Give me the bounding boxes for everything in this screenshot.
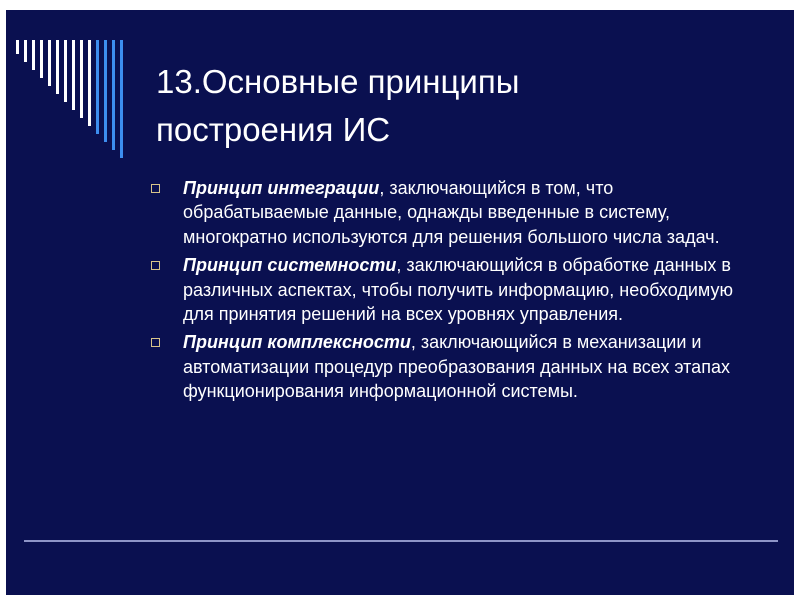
stripe [72,40,75,110]
slide-background [6,10,794,595]
bullet-text: , заключающийся в механизации и автоматизации процедур преобразования данных на всех этапах функционирования информационной системы. [183,332,730,402]
stripe [24,40,27,62]
slide-title-line-1: 13.Основные принципы [156,63,520,100]
bullet-list [150,176,750,408]
hollow-square-icon [151,338,160,347]
bullet-text: , заключающийся в обработке данных в различных аспектах, чтобы получить информацию, необходимую для принятия решений на всех уровнях управления. [183,255,733,325]
bullet-item-integration [150,176,750,249]
vertical-stripes-ornament [6,10,136,170]
bullet-item-complexity [150,330,750,403]
bullet-text: , заключающийся в том, что обрабатываемые данные, однажды введенные в систему, многократно используются для решения большого числа задач. [183,178,720,247]
stripe [88,40,91,126]
bullet-item-systemness [150,253,750,326]
stripe [56,40,59,94]
stripe [32,40,35,70]
stripe [112,40,115,150]
hollow-square-icon [151,261,160,270]
slide-title-line-2: построения ИС [156,111,391,148]
bullet-term: Принцип системности [183,255,397,276]
bullet-term: Принцип комплексности [183,332,411,353]
stripe [80,40,83,118]
bullet-term: Принцип интеграции [183,178,380,198]
stripe [96,40,99,134]
stripe [104,40,107,142]
footer-divider [24,540,778,542]
stripe [48,40,51,86]
hollow-square-icon [151,184,160,193]
stripe [40,40,43,78]
stripe [120,40,123,158]
slide-title [156,58,756,154]
stripe [16,40,19,54]
stripe [64,40,67,102]
